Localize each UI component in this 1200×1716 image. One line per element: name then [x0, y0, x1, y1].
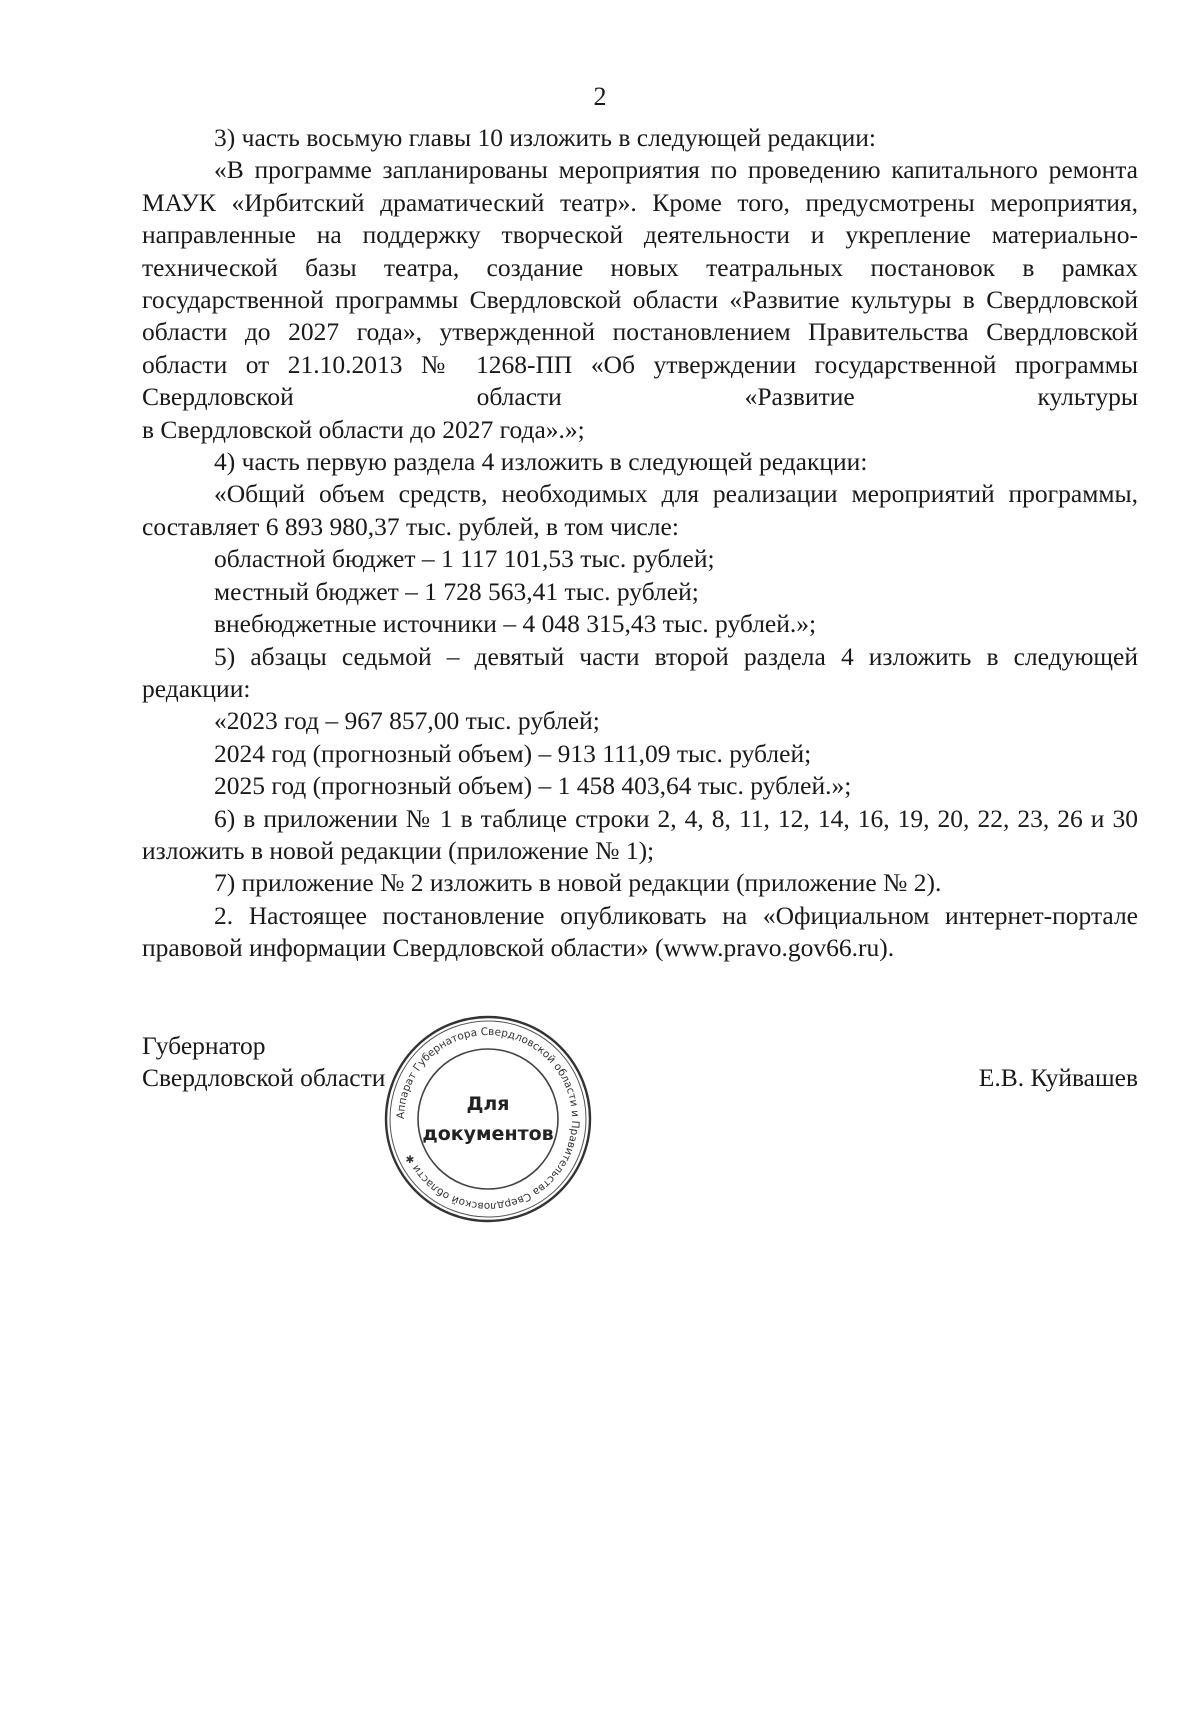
paragraph-item-6: 6) в приложении № 1 в таблице строки 2, 4, 8, 11, 12, 14, 16, 19, 20, 22, 23, 26 и 30 изложить в новой редакции (приложение № 1);	[142, 803, 1138, 865]
seal-center-line2: документов	[422, 1123, 554, 1145]
paragraph-year-2023: «2023 год – 967 857,00 тыс. рублей;	[214, 706, 600, 736]
paragraph-item-7: 7) приложение № 2 изложить в новой редакции (приложение № 2).	[214, 868, 942, 898]
signatory-name: Е.В. Куйвашев	[978, 1063, 1138, 1092]
seal-ring-text: Аппарат Губернатора Свердловской области и Правительства Свердловской области ✱	[394, 1025, 582, 1213]
signatory-title	[142, 1030, 385, 1095]
paragraph-year-2025: 2025 год (прогнозный объем) – 1 458 403,64 тыс. рублей.»;	[214, 771, 852, 801]
paragraph-quote-chapter-10: «В программе запланированы мероприятия по проведению капитального ремонта МАУК «Ирбитский драматический театр». Кроме того, предусмотрены мероприятия, направленные на поддержку творческой деятельности и укрепление материально-технической базы театра, создание новых театральных постановок в рамках государственной программы Свердловской области «Развитие культуры в Свердловской области до 2027 года», утвержденной постановлением Правительства Свердловской области от 21.10.2013 № 1268-ПП «Об утверждении государственной программы Свердловской области «Развитие культуры	[142, 155, 1138, 412]
page-number: 2	[593, 82, 607, 111]
seal-center-line1: Для	[466, 1093, 510, 1115]
document-body	[142, 122, 1138, 965]
paragraph-year-2024: 2024 год (прогнозный объем) – 913 111,09 тыс. рублей;	[214, 738, 812, 768]
seal-center-text	[382, 1089, 594, 1149]
paragraph-extrabudgetary: внебюджетные источники – 4 048 315,43 тыс. рублей.»;	[214, 609, 817, 639]
paragraph-total-funding: «Общий объем средств, необходимых для реализации мероприятий программы, составляет 6 893 980,37 тыс. рублей, в том числе:	[142, 479, 1138, 541]
signatory-title-line2: Свердловской области	[142, 1063, 386, 1093]
signature-block	[142, 1030, 1138, 1210]
paragraph-item-3: 3) часть восьмую главы 10 изложить в следующей редакции:	[214, 123, 876, 152]
signatory-title-line1: Губернатор	[142, 1031, 266, 1060]
paragraph-publication: 2. Настоящее постановление опубликовать на «Официальном интернет-портале правовой информации Свердловской области» (www.pravo.gov66.ru).	[142, 900, 1138, 963]
paragraph-item-5: 5) абзацы седьмой – девятый части второй раздела 4 изложить в следующей редакции:	[142, 641, 1138, 703]
paragraph-regional-budget: областной бюджет – 1 117 101,53 тыс. рублей;	[214, 544, 715, 574]
paragraph-local-budget: местный бюджет – 1 728 563,41 тыс. рублей;	[214, 576, 699, 606]
paragraph-item-4: 4) часть первую раздела 4 изложить в следующей редакции:	[214, 447, 868, 477]
official-seal	[382, 1013, 594, 1225]
paragraph-quote-chapter-10-end: в Свердловской области до 2027 года».»;	[142, 414, 585, 444]
